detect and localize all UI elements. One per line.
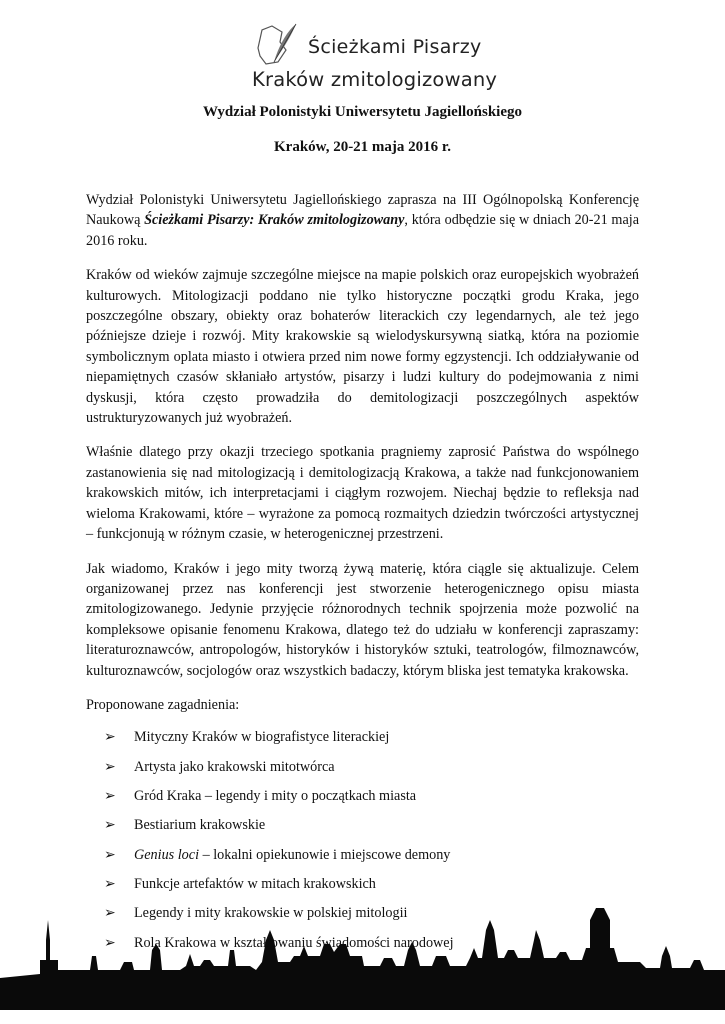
conference-name: Ścieżkami Pisarzy: Kraków zmitologizowany xyxy=(144,212,405,229)
list-item xyxy=(86,845,639,865)
topic-text: Rola Krakowa w kształtowaniu świadomości narodowej xyxy=(134,934,454,951)
logo-title-line1: Ścieżkami Pisarzy xyxy=(308,36,482,58)
list-item xyxy=(86,786,639,806)
krakow-skyline-silhouette xyxy=(0,900,725,1010)
topic-text: Funkcje artefaktów w mitach krakowskich xyxy=(134,876,376,893)
arrow-bullet-icon: ➢ xyxy=(104,729,116,746)
arrow-bullet-icon: ➢ xyxy=(104,758,116,775)
arrow-bullet-icon: ➢ xyxy=(104,905,116,922)
intro-text-after: , która odbędzie się w dniach 20-21 maja 2016 roku. xyxy=(86,212,639,249)
paragraph: Kraków od wieków zajmuje szczególne miejsce na mapie polskich oraz europejskich wyobrażeń kulturowych. Mitologizacji poddano nie tylko historyczne początki grodu Kraka, jego poszczególne obszary, obiekty oraz bohaterów literackich czy legendarnych, ale też jego późniejsze dzieje i rozwój. Mity krakowskie są wielodyskursywną siatką, która na poziomie symbolicznym oplata miasto i otwiera przed nim nowe formy egzystencji. Ich oddziaływanie od niepamiętnych czasów skłaniało artystów, pisarzy i ludzi kultury do podejmowania z nimi dyskusji, która często prowadziła do demitologizacji poszczególnych aspektów ustrukturyzowanych już wyobrażeń. xyxy=(86,267,639,427)
list-item xyxy=(86,816,639,836)
logo-title-line2: Kraków zmitologizowany xyxy=(252,68,498,91)
intro-paragraph xyxy=(86,190,639,251)
arrow-bullet-icon: ➢ xyxy=(104,876,116,893)
paragraph: Właśnie dlatego przy okazji trzeciego spotkania pragniemy zaprosić Państwa do wspólnego zastanowienia się nad mitologizacją i demitologizacją Krakowa, a także nad funkcjonowaniem krakowskich mitów, ich interpretacjami i ciągłym rozwojem. Niechaj będzie to refleksja nad wieloma Krakowami, które – wyrażone za pomocą rozmaitych dziedzin twórczości artystycznej – funkcjonują w różnym czasie, w heterogenicznej przestrzeni. xyxy=(86,444,639,543)
arrow-bullet-icon: ➢ xyxy=(104,817,116,834)
topic-text: Mityczny Kraków w biografistyce literackiej xyxy=(134,729,390,746)
intro-text-before: Wydział Polonistyki Uniwersytetu Jagiellońskiego zaprasza na III Ogólnopolską Konferencję Naukową xyxy=(86,192,639,229)
list-item xyxy=(86,874,639,894)
topics-heading: Proponowane zagadnienia: xyxy=(86,696,240,713)
topic-text: Artysta jako krakowski mitotwórca xyxy=(134,758,335,775)
topic-text: Legendy i mity krakowskie w polskiej mitologii xyxy=(134,905,408,922)
feather-quill-map-icon xyxy=(252,18,312,73)
faculty-heading: Wydział Polonistyki Uniwersytetu Jagiellońskiego xyxy=(202,104,523,120)
date-heading: Kraków, 20-21 maja 2016 r. xyxy=(274,139,451,155)
list-item xyxy=(86,757,639,777)
arrow-bullet-icon: ➢ xyxy=(104,846,116,863)
letter-body xyxy=(86,190,639,962)
topic-text-rest: – lokalni opiekunowie i miejscowe demony xyxy=(199,846,451,863)
topic-italic: Genius loci xyxy=(134,846,200,863)
conference-logo xyxy=(252,18,498,98)
list-item xyxy=(86,727,639,747)
arrow-bullet-icon: ➢ xyxy=(104,787,116,804)
topic-text: Bestiarium krakowskie xyxy=(134,817,266,834)
arrow-bullet-icon: ➢ xyxy=(104,934,116,951)
paragraph: Jak wiadomo, Kraków i jego mity tworzą żywą materię, która ciągle się aktualizuje. Celem organizowanej przez nas konferencji jest stworzenie heterogenicznego opisu miasta zmitologizowanego. Jedynie przyjęcie różnorodnych technik spojrzenia może pozwolić na kompleksowe opisanie fenomenu Krakowa, dlatego też do udziału w konferencji zapraszamy: literaturoznawców, antropologów, historyków i historyków sztuki, teatrologów, filmoznawców, kulturoznawców, socjologów oraz wszystkich badaczy, którym bliska jest tematyka krakowska. xyxy=(86,560,639,679)
topic-text xyxy=(134,845,450,865)
topic-text: Gród Kraka – legendy i mity o początkach miasta xyxy=(134,787,417,804)
